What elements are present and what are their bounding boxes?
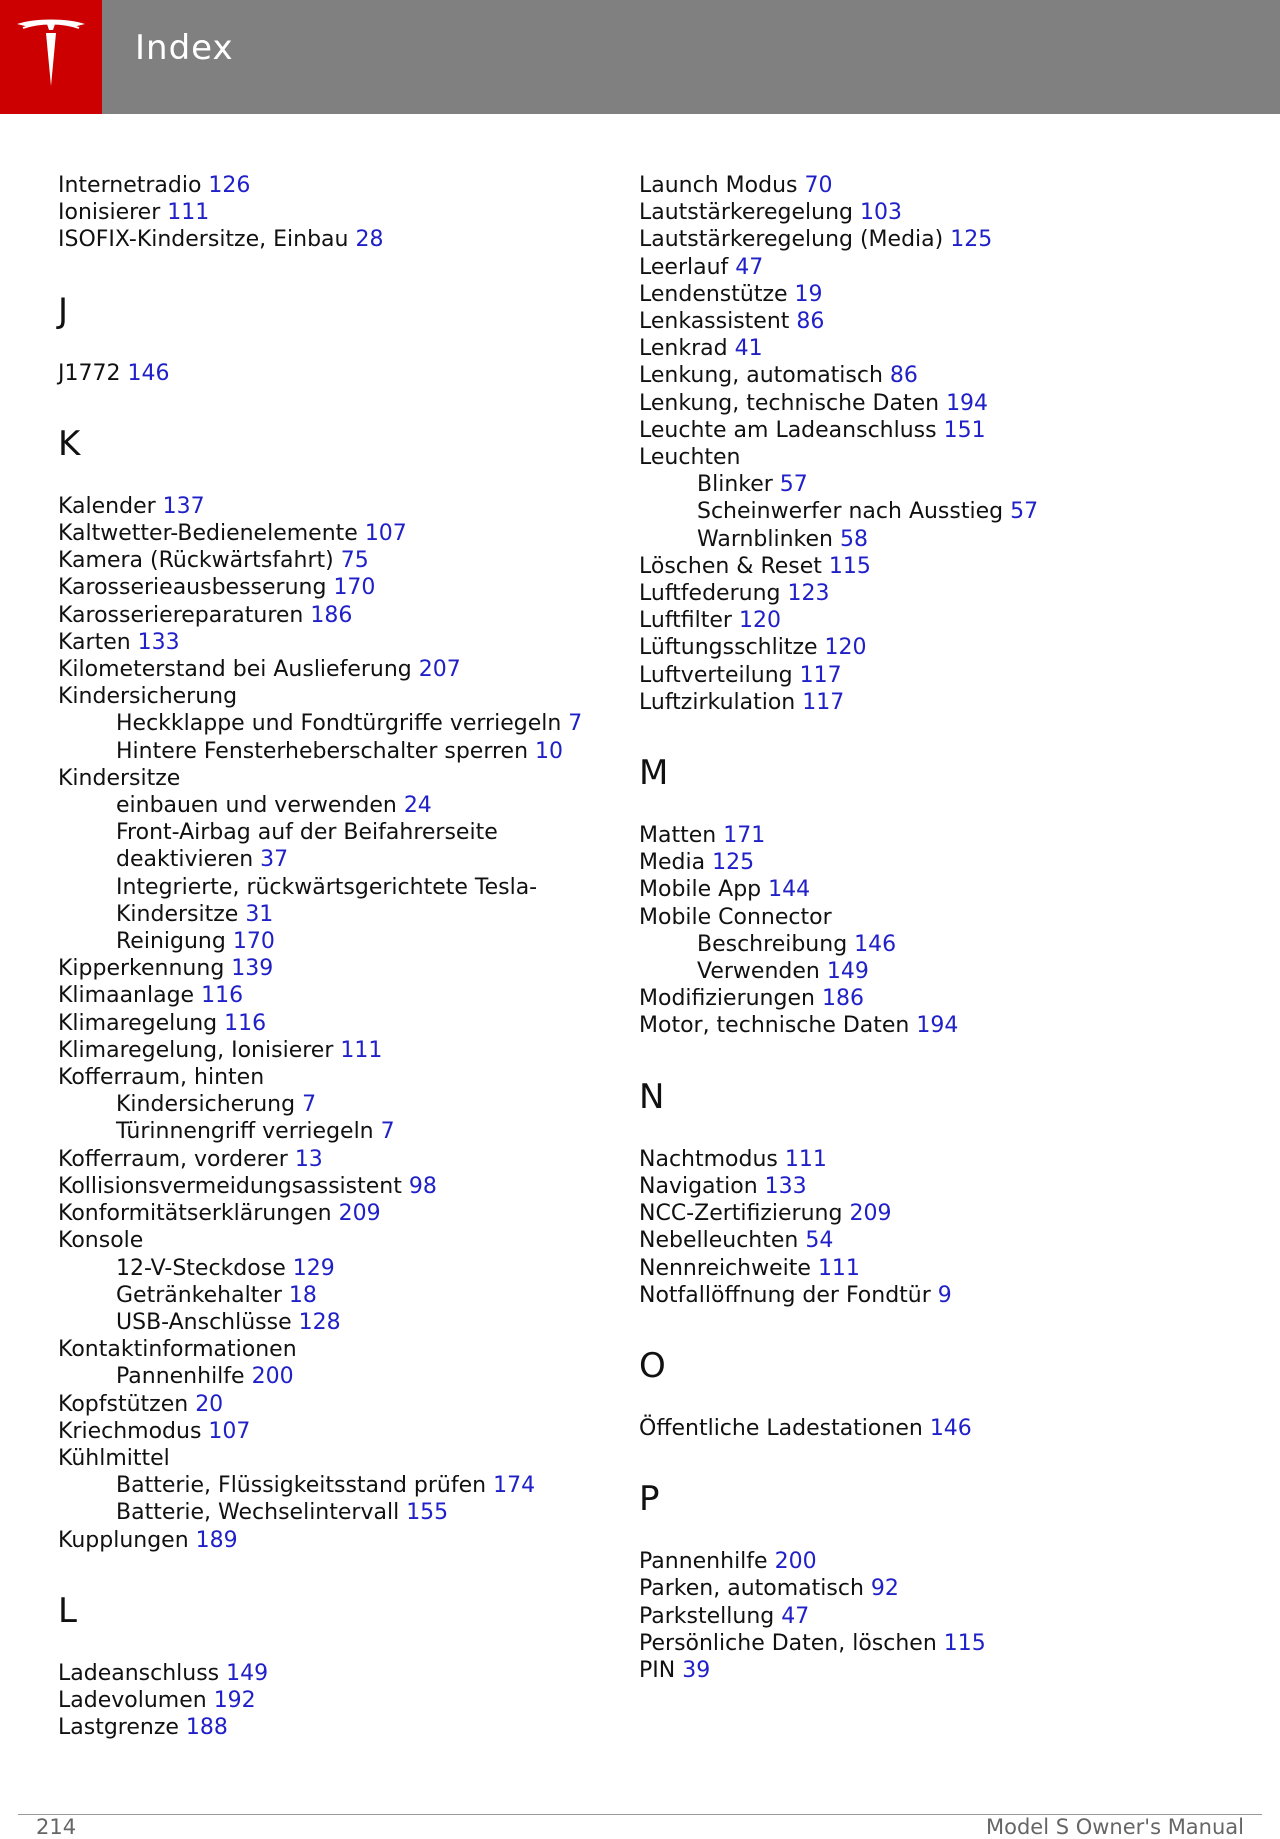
index-entry (58, 1227, 598, 1254)
index-term: Nachtmodus (639, 1146, 778, 1172)
index-term: NCC-Zertifizierung (639, 1201, 843, 1227)
page-reference-link[interactable]: 123 (787, 581, 830, 607)
index-term: Motor, technische Daten (639, 1013, 910, 1039)
index-term: 12-V-Steckdose (116, 1255, 286, 1281)
page-reference-link[interactable]: 98 (408, 1173, 437, 1199)
index-term: Kofferraum, hinten (58, 1065, 265, 1091)
index-term: Lendenstütze (639, 281, 788, 307)
index-subentry (639, 526, 1239, 553)
index-term: Heckklappe und Fondtürgriffe verriegeln (116, 711, 562, 737)
page-reference-link[interactable]: 120 (824, 635, 867, 661)
page-reference-link[interactable]: 92 (870, 1576, 899, 1602)
index-term: ISOFIX-Kindersitze, Einbau (58, 227, 349, 253)
index-subentry (58, 1363, 598, 1390)
index-entry (639, 876, 1239, 903)
index-term: Kopfstützen (58, 1391, 189, 1417)
index-subentry (58, 710, 598, 737)
page-reference-link[interactable]: 7 (568, 711, 583, 737)
index-entry (58, 1336, 598, 1363)
page-reference-link[interactable]: 200 (774, 1549, 817, 1575)
index-entry (58, 1527, 598, 1554)
index-term: Nennreichweite (639, 1255, 811, 1281)
index-entry (639, 849, 1239, 876)
page-reference-link[interactable]: 139 (231, 956, 274, 982)
index-subentry (58, 819, 598, 873)
index-term: Kollisionsvermeidungsassistent (58, 1173, 402, 1199)
index-entry (639, 553, 1239, 580)
index-term: Lenkrad (639, 336, 728, 362)
index-term: Kriechmodus (58, 1418, 202, 1444)
index-term: Navigation (639, 1173, 758, 1199)
index-subentry (639, 471, 1239, 498)
index-term: Verwenden (697, 959, 820, 985)
page-reference-link[interactable]: 116 (224, 1010, 267, 1036)
index-term: Kühlmittel (58, 1445, 170, 1471)
index-term: Reinigung (116, 929, 226, 955)
index-term: Modifizierungen (639, 986, 815, 1012)
index-term: Lenkung, technische Daten (639, 390, 940, 416)
index-entry (58, 172, 598, 199)
index-subentry (58, 1472, 598, 1499)
page-reference-link[interactable]: 54 (805, 1228, 834, 1254)
index-entry (639, 1255, 1239, 1282)
index-term: Lautstärkeregelung (639, 200, 853, 226)
index-term: Leuchten (639, 445, 741, 471)
index-term: Pannenhilfe (639, 1549, 768, 1575)
page-reference-link[interactable]: 171 (723, 823, 766, 849)
page-reference-link[interactable]: 103 (859, 200, 902, 226)
index-entry (58, 1173, 598, 1200)
index-entry (58, 656, 598, 683)
index-entry (639, 1575, 1239, 1602)
index-entry (639, 172, 1239, 199)
page-reference-link[interactable]: 149 (826, 959, 869, 985)
index-entry (58, 982, 598, 1009)
index-entry (58, 1010, 598, 1037)
index-entry (639, 634, 1239, 661)
page-reference-link[interactable]: 18 (288, 1282, 317, 1308)
index-subentry (58, 928, 598, 955)
page-number: 214 (36, 1815, 77, 1839)
page-title: Index (135, 28, 234, 68)
index-term: Lenkassistent (639, 309, 790, 335)
index-term: Luftverteilung (639, 662, 793, 688)
index-entry (639, 985, 1239, 1012)
index-term: Kindersicherung (116, 1092, 296, 1118)
page-reference-link[interactable]: 47 (781, 1603, 810, 1629)
index-term: Kilometerstand bei Auslieferung (58, 657, 412, 683)
index-entry (58, 520, 598, 547)
index-term: Media (639, 850, 706, 876)
page-reference-link[interactable]: 9 (937, 1282, 952, 1308)
page-reference-link[interactable]: 37 (260, 847, 289, 873)
index-column-left (58, 172, 598, 1741)
index-term: Beschreibung (697, 931, 848, 957)
index-subentry (58, 1499, 598, 1526)
index-entry (639, 281, 1239, 308)
index-term: Luftfederung (639, 581, 781, 607)
index-term: Kipperkennung (58, 956, 225, 982)
index-term: Scheinwerfer nach Ausstieg (697, 499, 1004, 525)
index-term: Lastgrenze (58, 1715, 179, 1741)
index-term: Internetradio (58, 173, 202, 198)
index-entry (58, 547, 598, 574)
page-reference-link[interactable]: 7 (302, 1092, 317, 1118)
index-term: Kupplungen (58, 1527, 189, 1553)
page-reference-link[interactable]: 192 (213, 1687, 256, 1713)
page-reference-link[interactable]: 189 (195, 1527, 238, 1553)
index-entry (639, 226, 1239, 253)
page-reference-link[interactable]: 58 (840, 526, 868, 552)
page-reference-link[interactable]: 144 (768, 877, 811, 903)
index-term: Karosserieausbesserung (58, 575, 327, 601)
page-reference-link[interactable]: 19 (794, 281, 823, 307)
page-reference-link[interactable]: 41 (734, 336, 763, 362)
index-entry (639, 607, 1239, 634)
page-reference-link[interactable]: 186 (821, 986, 864, 1012)
page-reference-link[interactable]: 115 (943, 1630, 986, 1656)
index-subentry (58, 1118, 598, 1145)
index-subentry (58, 1255, 598, 1282)
index-entry (58, 493, 598, 520)
index-term: Kaltwetter-Bedienelemente (58, 521, 358, 547)
tesla-t-icon (15, 18, 87, 88)
page-reference-link[interactable]: 126 (208, 173, 251, 198)
index-letter-heading: L (58, 1590, 77, 1631)
index-entry (639, 335, 1239, 362)
index-term: Notfallöffnung der Fondtür (639, 1282, 931, 1308)
index-term: Leerlauf (639, 254, 729, 280)
index-term: Karosseriereparaturen (58, 602, 304, 628)
index-term: Parkstellung (639, 1603, 775, 1629)
index-letter-heading: J (58, 290, 69, 331)
page-reference-link[interactable]: 207 (418, 657, 461, 683)
index-entry (639, 662, 1239, 689)
index-subentry (58, 738, 598, 765)
index-term: Mobile App (639, 877, 762, 903)
index-entry (58, 1687, 598, 1714)
index-entry (639, 904, 1239, 931)
page-reference-link[interactable]: 13 (294, 1146, 323, 1172)
page-reference-link[interactable]: 186 (310, 602, 353, 628)
index-entry (58, 629, 598, 656)
index-entry (58, 955, 598, 982)
index-term: PIN (639, 1657, 676, 1683)
page-reference-link[interactable]: 120 (738, 608, 781, 634)
index-column-right (639, 172, 1239, 1684)
index-entry (639, 1282, 1239, 1309)
index-entry (58, 1037, 598, 1064)
page-reference-link[interactable]: 20 (195, 1391, 224, 1417)
page-reference-link[interactable]: 28 (355, 227, 384, 253)
index-term: Klimaanlage (58, 983, 195, 1009)
index-entry (639, 1200, 1239, 1227)
index-term: Kindersicherung (58, 684, 238, 710)
page-reference-link[interactable]: 128 (298, 1309, 341, 1335)
page-reference-link[interactable]: 151 (943, 417, 986, 443)
page-header (0, 0, 1280, 114)
index-entry (58, 765, 598, 792)
index-term: Warnblinken (697, 526, 833, 552)
page-reference-link[interactable]: 47 (735, 254, 764, 280)
index-entry (58, 1418, 598, 1445)
index-entry (639, 1415, 1239, 1442)
page-reference-link[interactable]: 129 (292, 1255, 335, 1281)
page-reference-link[interactable]: 188 (185, 1715, 228, 1741)
index-entry (639, 444, 1239, 471)
index-term: Blinker (697, 472, 773, 498)
page-reference-link[interactable]: 125 (950, 227, 993, 253)
page-reference-link[interactable]: 70 (804, 173, 833, 198)
page-reference-link[interactable]: 194 (946, 390, 989, 416)
page-reference-link[interactable]: 111 (784, 1146, 827, 1172)
index-term: Persönliche Daten, löschen (639, 1630, 937, 1656)
index-entry (58, 1200, 598, 1227)
index-letter-heading: M (639, 753, 669, 794)
index-term: Ionisierer (58, 200, 161, 226)
index-term: einbauen und verwenden (116, 793, 397, 819)
index-term: Nebelleuchten (639, 1228, 799, 1254)
page-reference-link[interactable]: 133 (764, 1173, 807, 1199)
page-reference-link[interactable]: 39 (682, 1657, 711, 1683)
index-entry (58, 226, 598, 253)
page-reference-link[interactable]: 209 (338, 1201, 381, 1227)
index-entry (639, 1227, 1239, 1254)
index-letter-heading: O (639, 1345, 666, 1386)
page-reference-link[interactable]: 57 (779, 472, 808, 498)
index-entry (639, 580, 1239, 607)
page-reference-link[interactable]: 117 (799, 662, 842, 688)
index-term: Lenkung, automatisch (639, 363, 883, 389)
page-reference-link[interactable]: 24 (403, 793, 432, 819)
page-reference-link[interactable]: 170 (333, 575, 376, 601)
index-entry (58, 1660, 598, 1687)
index-entry (58, 1064, 598, 1091)
index-term: Klimaregelung, Ionisierer (58, 1037, 334, 1063)
index-term: USB-Anschlüsse (116, 1309, 292, 1335)
index-entry (58, 1146, 598, 1173)
page-reference-link[interactable]: 194 (916, 1013, 959, 1039)
page-reference-link[interactable]: 155 (406, 1500, 449, 1526)
tesla-logo (0, 0, 102, 114)
index-letter-heading: P (639, 1479, 660, 1520)
index-entry (639, 1548, 1239, 1575)
index-entry (639, 1630, 1239, 1657)
index-entry (639, 1603, 1239, 1630)
index-entry (58, 360, 598, 387)
index-term: Luftfilter (639, 608, 732, 634)
index-entry (639, 199, 1239, 226)
page-reference-link[interactable]: 115 (828, 553, 871, 579)
index-subentry (639, 498, 1239, 525)
index-entry (58, 602, 598, 629)
index-entry (639, 1657, 1239, 1684)
index-term: Lautstärkeregelung (Media) (639, 227, 944, 253)
page-reference-link[interactable]: 10 (535, 738, 564, 764)
index-term: Öffentliche Ladestationen (639, 1415, 923, 1441)
page-reference-link[interactable]: 111 (340, 1037, 383, 1063)
index-term: Leuchte am Ladeanschluss (639, 417, 937, 443)
index-term: Klimaregelung (58, 1010, 218, 1036)
page-reference-link[interactable]: 107 (208, 1418, 251, 1444)
page-reference-link[interactable]: 125 (712, 850, 755, 876)
index-entry (639, 1146, 1239, 1173)
page-reference-link[interactable]: 75 (340, 548, 369, 574)
index-term: J1772 (58, 360, 121, 386)
page-reference-link[interactable]: 117 (802, 689, 845, 715)
index-term: Batterie, Wechselintervall (116, 1500, 400, 1526)
index-entry (639, 308, 1239, 335)
page-reference-link[interactable]: 133 (137, 629, 180, 655)
index-entry (639, 254, 1239, 281)
index-entry (639, 362, 1239, 389)
index-term: Batterie, Flüssigkeitsstand prüfen (116, 1473, 487, 1499)
page-reference-link[interactable]: 31 (245, 901, 274, 927)
page-reference-link[interactable]: 146 (127, 360, 170, 386)
page-reference-link[interactable]: 7 (380, 1119, 395, 1145)
index-term: Karten (58, 629, 131, 655)
index-entry (639, 390, 1239, 417)
index-term: Integrierte, rückwärtsgerichtete Tesla-Kindersitze (116, 874, 538, 927)
index-entry (58, 1445, 598, 1472)
page-reference-link[interactable]: 116 (201, 983, 244, 1009)
index-entry (58, 1714, 598, 1741)
index-term: Konsole (58, 1228, 144, 1254)
index-entry (58, 1391, 598, 1418)
index-term: Front-Airbag auf der Beifahrerseite deaktivieren (116, 820, 498, 873)
index-term: Getränkehalter (116, 1282, 282, 1308)
index-letter-heading: K (58, 423, 81, 464)
index-term: Ladevolumen (58, 1687, 207, 1713)
page-reference-link[interactable]: 200 (251, 1364, 294, 1390)
index-subentry (639, 931, 1239, 958)
index-term: Launch Modus (639, 173, 798, 198)
page-reference-link[interactable]: 137 (162, 493, 205, 519)
manual-title: Model S Owner's Manual (986, 1815, 1244, 1839)
index-term: Kamera (Rückwärtsfahrt) (58, 548, 334, 574)
index-entry (639, 689, 1239, 716)
index-subentry (58, 792, 598, 819)
index-subentry (58, 1309, 598, 1336)
index-entry (58, 574, 598, 601)
page-reference-link[interactable]: 209 (849, 1201, 892, 1227)
index-term: Kofferraum, vorderer (58, 1146, 288, 1172)
page-reference-link[interactable]: 111 (167, 200, 210, 226)
page-reference-link[interactable]: 86 (796, 309, 825, 335)
index-subentry (58, 1282, 598, 1309)
page-reference-link[interactable]: 170 (232, 929, 275, 955)
page-reference-link[interactable]: 111 (817, 1255, 860, 1281)
page-reference-link[interactable]: 174 (493, 1473, 536, 1499)
index-term: Hintere Fensterheberschalter sperren (116, 738, 529, 764)
index-term: Kontaktinformationen (58, 1337, 297, 1363)
page-reference-link[interactable]: 146 (854, 931, 897, 957)
index-entry (639, 417, 1239, 444)
index-term: Matten (639, 823, 717, 849)
page-reference-link[interactable]: 146 (929, 1415, 972, 1441)
index-term: Ladeanschluss (58, 1660, 220, 1686)
page-reference-link[interactable]: 57 (1010, 499, 1039, 525)
index-term: Konformitätserklärungen (58, 1201, 332, 1227)
index-term: Lüftungsschlitze (639, 635, 818, 661)
index-entry (639, 1173, 1239, 1200)
index-term: Kindersitze (58, 765, 181, 791)
index-term: Pannenhilfe (116, 1364, 245, 1390)
index-term: Parken, automatisch (639, 1576, 864, 1602)
page-reference-link[interactable]: 107 (364, 521, 407, 547)
page-reference-link[interactable]: 86 (889, 363, 918, 389)
index-subentry (639, 958, 1239, 985)
page-reference-link[interactable]: 149 (226, 1660, 269, 1686)
index-term: Mobile Connector (639, 904, 832, 930)
index-letter-heading: N (639, 1076, 665, 1117)
index-entry (58, 199, 598, 226)
index-entry (639, 822, 1239, 849)
index-term: Kalender (58, 493, 156, 519)
index-entry (639, 1012, 1239, 1039)
index-term: Luftzirkulation (639, 689, 796, 715)
index-subentry (58, 874, 598, 928)
index-term: Löschen & Reset (639, 553, 822, 579)
index-entry (58, 683, 598, 710)
index-subentry (58, 1091, 598, 1118)
index-term: Türinnengriff verriegeln (116, 1119, 374, 1145)
